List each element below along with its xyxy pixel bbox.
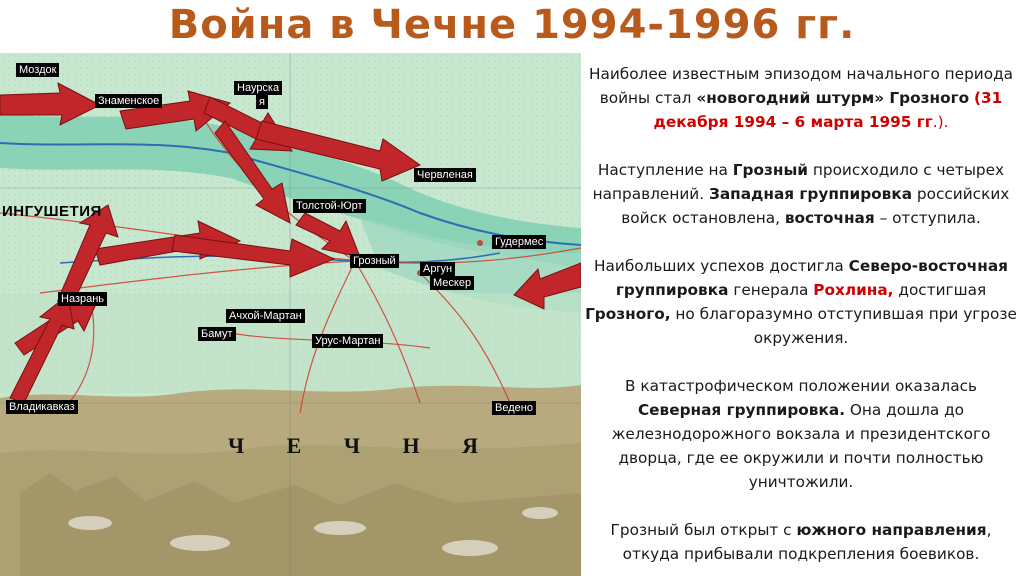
paragraph-2 — [585, 158, 1017, 230]
p1-dates: (31 декабря 1994 – 6 марта 1995 гг — [653, 89, 1003, 131]
paragraph-3 — [585, 254, 1017, 350]
label-naurskaya-2: я — [256, 95, 268, 109]
p3-text: достигшая — [893, 281, 987, 299]
p2-text: происходило с четырех направлений. — [592, 161, 1005, 203]
label-vladikavkaz: Владикавказ — [6, 400, 78, 414]
paragraph-4 — [585, 374, 1017, 494]
p2-text: Наступление на — [597, 161, 733, 179]
p4-text: Она дошла до железнодорожного вокзала и президентского дворца, где ее окружили и почти полностью уничтожили. — [611, 401, 991, 491]
description-text — [585, 62, 1017, 566]
p5-text: Грозный был открыт с — [610, 521, 797, 539]
chechnya-letter: Ч — [228, 433, 245, 458]
label-urus-martan: Урус-Мартан — [312, 334, 383, 348]
p3-bold: Грозного, — [585, 305, 671, 323]
p2-bold: Западная группировка — [708, 185, 913, 203]
slide-title: Война в Чечне 1994-1996 гг. — [168, 2, 856, 48]
p3-text: но благоразумно отступившая при угрозе окружения. — [670, 305, 1017, 347]
p2-text: – отступила. — [874, 209, 981, 227]
chechnya-letter: Ч — [343, 433, 360, 458]
map — [0, 53, 581, 576]
p3-text: генерала — [728, 281, 814, 299]
label-achkhoy-martan: Ачхой-Мартан — [226, 309, 305, 323]
p4-text: В катастрофическом положении оказалась — [624, 377, 977, 395]
label-naurskaya-1: Наурска — [234, 81, 282, 95]
p2-text: российских войск остановлена, — [621, 185, 1010, 227]
label-bamut: Бамут — [198, 327, 236, 341]
p3-general-name: Рохлина, — [813, 281, 894, 299]
label-tolstoy-yurt: Толстой-Юрт — [293, 199, 366, 213]
p2-bold: восточная — [784, 209, 875, 227]
p4-bold: Северная группировка. — [637, 401, 846, 419]
ingushetia-label: ИНГУШЕТИЯ — [2, 203, 102, 220]
chechnya-letter: Н — [402, 433, 420, 458]
paragraph-5 — [585, 518, 1017, 566]
label-gudermes: Гудермес — [492, 235, 546, 249]
label-chervlenaya: Червленая — [414, 168, 476, 182]
chechnya-label — [228, 433, 478, 459]
p5-text: , откуда прибывали подкрепления боевиков. — [622, 521, 992, 563]
p1-text: Наиболее известным эпизодом начального периода войны стал — [588, 65, 1014, 107]
label-grozny: Грозный — [350, 254, 399, 268]
p2-bold: Грозный — [732, 161, 808, 179]
p5-bold: южного направления — [796, 521, 987, 539]
label-nazran: Назрань — [58, 292, 107, 306]
paragraph-1 — [585, 62, 1017, 134]
label-vedeno: Ведено — [492, 401, 536, 415]
chechnya-letter: Е — [286, 433, 302, 458]
label-mesker: Мескер — [430, 276, 474, 290]
label-argun: Аргун — [420, 262, 455, 276]
chechnya-letter: Я — [462, 433, 478, 458]
p3-bold: Северо-восточная группировка — [615, 257, 1008, 299]
label-mozdok: Моздок — [16, 63, 59, 77]
p1-bold: «новогодний штурм» Грозного — [696, 89, 970, 107]
label-znamenskoe: Знаменское — [95, 94, 162, 108]
p3-text: Наибольших успехов достигла — [594, 257, 849, 275]
p1-end: .). — [932, 113, 949, 131]
